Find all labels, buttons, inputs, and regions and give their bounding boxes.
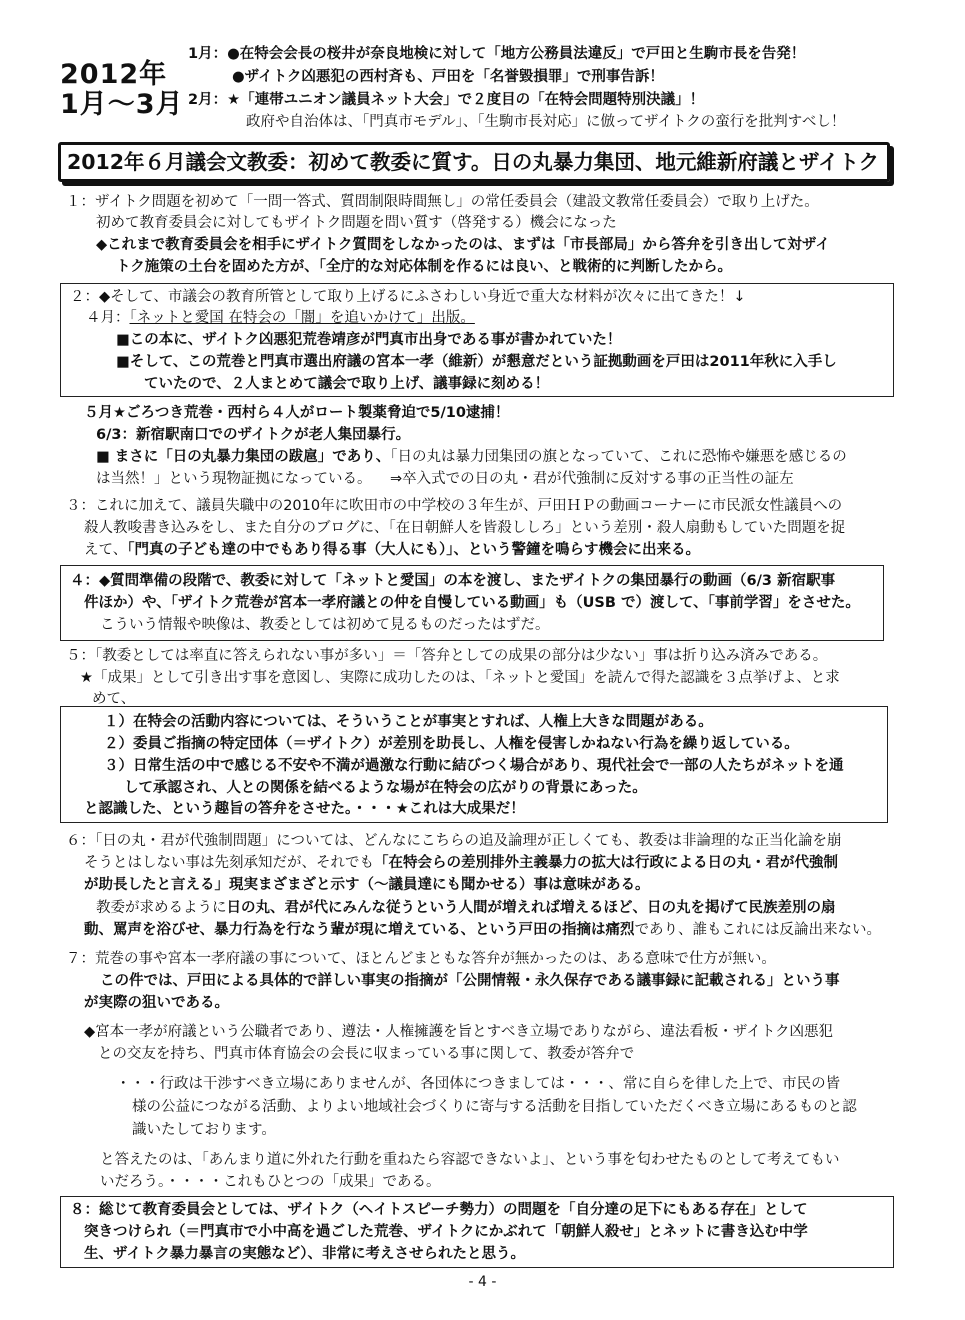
s6-line-3b: 事は意味がある。: [533, 877, 650, 893]
s6-line-5a: 動、: [84, 922, 113, 938]
jan-line-2: ●ザイトク凶悪犯の西村斉も、戸田を「名誉毀損罪」で刑事告訴！: [232, 69, 664, 85]
s5-item-3b: して承認され、人との関係を結べるような場が在特会の広がりの背景にあった。: [124, 780, 647, 796]
year-label: 2012年: [60, 59, 168, 90]
s2-line-1: ２：◆そして、市議会の教育所管として取り上げるにふさわしい身近で重大な材料が次々に出てきた！↓: [70, 289, 746, 305]
may-line-4a: は当然！」という現物証拠になっている。: [96, 471, 372, 487]
s7-quote-3: 識いたしております。: [132, 1122, 276, 1138]
s3-line-1: ３：これに加えて、議員失職中の2010年に吹田市の中学校の３年生が、戸田ＨＰの動画コーナーに市民派女性議員への: [66, 498, 843, 514]
s6-line-2a: そうとはしない事は先刻承知だが、それでも: [84, 855, 374, 871]
s2-april-label: ４月：: [86, 310, 130, 326]
s6-line-4b: 日の丸、君が代にみんな従うという人間が増えれば増えるほど、日の丸を掲げて民族差別の扇: [226, 900, 836, 916]
s7-comment-1: と答えたのは、「あんまり道に外れた行動を重ねたら容認できないよ」、という事を匂わせたものとして考えてもい: [100, 1152, 840, 1168]
s7-line-5: との交友を持ち、門真市体育協会の会長に収まっている事に関して、教委が答弁で: [98, 1046, 635, 1062]
page-number: - 4 -: [468, 1274, 497, 1290]
s6-line-2b: 「在特会らの差別排外主義暴力の拡大は行政による日の丸・君が代強制: [374, 855, 838, 871]
feb-line-1: 2月：★「連帯ユニオン議員ネット大会」で２度目の「在特会問題特別決議」！: [188, 92, 705, 108]
may-line-3b: 「日の丸は暴力団集団の旗となっていて、これに恐怖や嫌悪を感じるの: [390, 449, 847, 465]
s7-line-4: ◆宮本一孝が府議という公職者であり、遵法・人権擁護を旨とすべき立場でありながら、違法看板・ザイトク凶悪犯: [84, 1024, 834, 1040]
s5-line-3: めて、: [92, 691, 136, 707]
may-line-3a: ■ まさに「日の丸暴力集団の跋扈」であり、: [96, 449, 391, 465]
s2-line-5: ていたので、２人まとめて議会で取り上げ、議事録に刻める！: [144, 376, 550, 392]
s4-line-3: こういう情報や映像は、教委としては初めて見るものだったはずだ。: [100, 617, 550, 633]
s2-book-title: 「ネットと愛国 在特会の「闇」を追いかけて」出版。: [129, 310, 475, 326]
s7-quote-1: ・・・行政は干渉すべき立場にありませんが、各団体につきましては・・・、常に自らを律した上で、市民の皆: [116, 1076, 841, 1092]
s6-line-4a: 教委が求めるように: [96, 900, 227, 916]
months-label: 1月〜3月: [60, 89, 184, 120]
article-title: 2012年６月議会文教委：初めて教委に質す。日の丸暴力集団、地元維新府議とザイトク: [58, 142, 890, 182]
s2-line-4: ■そして、この荒巻と門真市選出府議の宮本一孝（維新）が懇意だという証拠動画を戸田は2011年秋に入手し: [116, 354, 837, 370]
s4-line-2: 件ほか）や、「ザイトク荒巻が宮本一孝府議との仲を自慢している動画」も（USB で）渡して、「事前学習」をさせた。: [84, 595, 860, 611]
s6-line-1: ６：「日の丸・君が代強制問題」については、どんなにこちらの追及論理が正しくても、教委は非論理的な正当化論を崩: [66, 833, 842, 849]
s8-line-2: 突きつけられ（＝門真市で小中高を過ごした荒巻、ザイトクにかぶれて「朝鮮人殺せ」とネットに書き込む中学: [84, 1224, 808, 1240]
s8-line-3: 生、ザイトク暴力暴言の実態など）、非常に考えさせられたと思う。: [84, 1246, 525, 1262]
s7-line-3: が実際の狙いである。: [84, 995, 229, 1011]
s5-item-2: ２）委員ご指摘の特定団体（＝ザイトク）が差別を助長し、人権を侵害しかねない行為を繰り返している。: [104, 736, 799, 752]
s6-line-5b: 罵声を浴びせ、暴力行為を行なう輩が現に増えている、という戸田の指摘は痛烈: [113, 922, 635, 938]
s7-line-1: ７：荒巻の事や宮本一孝府議の事について、ほとんどまともな答弁が無かったのは、ある意味で仕方が無い。: [66, 951, 776, 967]
s3-line-3a: えて、: [84, 542, 128, 558]
s3-line-3b: 「門真の子ども達の中でもあり得る事（大人にも）」、という警鐘を鳴らす機会に出来る。: [127, 542, 700, 558]
s6-line-5c: であり、誰もこれには反論出来ない。: [634, 922, 882, 938]
s6-line-3a: が助長したと言える」現実まざまざと示す（〜議員達にも聞かせる）: [84, 877, 534, 893]
may-line-4b: ⇒卒入式での日の丸・君が代強制に反対する事の正当性の証左: [389, 471, 794, 487]
s7-line-2: この件では、戸田による具体的で詳しい事実の指摘が「公開情報・永久保存である議事録に記載される」という事: [100, 973, 840, 989]
s5-conclusion: と認識した、という趣旨の答弁をさせた。・・・★これは大成果だ！: [84, 801, 525, 817]
s1-line-1: １：ザイトク問題を初めて「一問一答式、質問制限時間無し」の常任委員会（建設文教常任委員会）で取り上げた。: [66, 194, 819, 210]
may-line-1: ５月★ごろつき荒巻・西村ら４人がロート製薬脅迫で5/10逮捕！: [84, 405, 510, 421]
s3-line-2: 殺人教唆書き込みをし、また自分のブログに、「在日朝鮮人を皆殺ししろ」という差別・殺人扇動もしていた問題を捉: [84, 520, 846, 536]
s5-line-1: ５：「教委としては率直に答えられない事が多い」＝「答弁としての成果の部分は少ない」事は折り込み済みである。: [66, 648, 828, 664]
s7-quote-2: 様の公益につながる活動、よりよい地域社会づくりに寄与する活動を目指していただくべき立場にあるものと認: [132, 1099, 857, 1115]
jan-line-1: 1月：●在特会会長の桜井が奈良地検に対して「地方公務員法違反」で戸田と生駒市長を告発！: [188, 46, 806, 62]
s5-line-2: ★「成果」として引き出す事を意図し、実際に成功したのは、「ネットと愛国」を読んで得た認識を３点挙げよ、と求: [80, 670, 840, 686]
s5-item-3a: ３）日常生活の中で感じる不安や不満が過激な行動に結びつく場合があり、現代社会で一部の人たちがネットを通: [104, 758, 844, 774]
s1-line-2: 初めて教育委員会に対してもザイトク問題を問い質す（啓発する）機会になった: [96, 215, 617, 231]
s5-item-1: １）在特会の活動内容については、そういうことが事実とすれば、人権上大きな問題がある。: [104, 714, 713, 730]
s1-line-3: ◆これまで教育委員会を相手にザイトク質問をしなかったのは、まずは「市長部局」から答弁を引き出して対ザイ: [96, 237, 830, 253]
feb-line-2: 政府や自治体は、「門真市モデル」、「生駒市長対応」に倣ってザイトクの蛮行を批判すべし！: [246, 114, 846, 130]
s1-line-4: トク施策の土台を固めた方が、「全庁的な対応体制を作るには良い、と戦術的に判断したから。: [116, 259, 732, 275]
s2-line-3: ■この本に、ザイトク凶悪犯荒巻靖彦が門真市出身である事が書かれていた！: [116, 332, 622, 348]
s7-comment-2: いだろう。・・・・これもひとつの「成果」である。: [100, 1174, 441, 1190]
may-line-2: 6/3：新宿駅南口でのザイトクが老人集団暴行。: [96, 427, 411, 443]
period-heading: [60, 60, 184, 120]
s4-line-1: ４：◆質問準備の段階で、教委に対して「ネットと愛国」の本を渡し、またザイトクの集団暴行の動画（6/3 新宿駅事: [70, 573, 836, 589]
s8-line-1: ８：総じて教育委員会としては、ザイトク（ヘイトスピーチ勢力）の問題を「自分達の足下にもある存在」として: [70, 1202, 808, 1218]
